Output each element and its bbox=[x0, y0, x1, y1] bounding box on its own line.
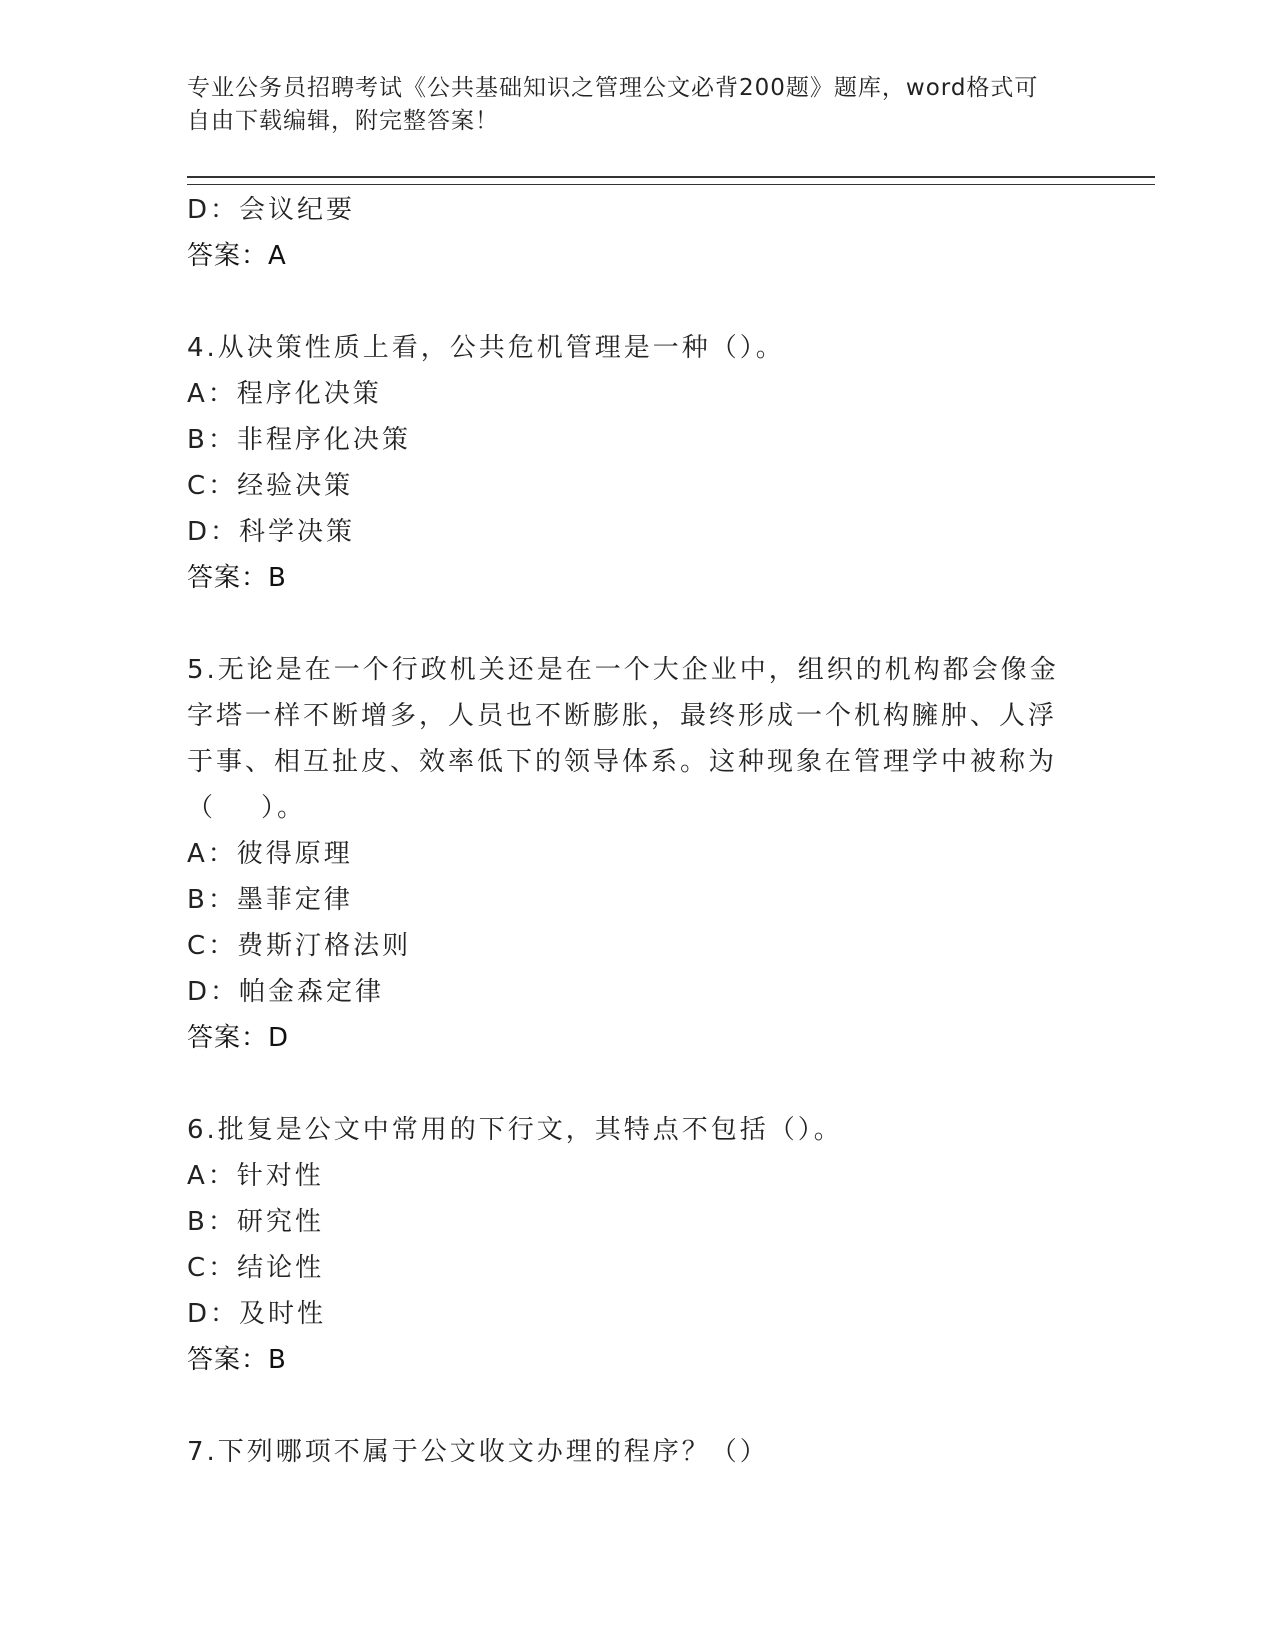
answer-line: 答案：A bbox=[187, 241, 287, 271]
option-c: C：经验决策 bbox=[187, 471, 354, 501]
answer-line: 答案：D bbox=[187, 1023, 290, 1053]
option-b: B：非程序化决策 bbox=[187, 425, 411, 455]
stem-line: 7.下列哪项不属于公文收文办理的程序？（） bbox=[187, 1437, 769, 1467]
stem-line: 6.批复是公文中常用的下行文，其特点不包括（）。 bbox=[187, 1115, 843, 1145]
option-d: D：及时性 bbox=[187, 1299, 327, 1329]
question-stem bbox=[187, 647, 1067, 831]
question-5 bbox=[187, 647, 1157, 1061]
option-b: B：墨菲定律 bbox=[187, 885, 353, 915]
carryover-block bbox=[187, 187, 1157, 279]
answer-line: 答案：B bbox=[187, 1345, 287, 1375]
option-a: A：针对性 bbox=[187, 1161, 324, 1191]
stem-line: 5.无论是在一个行政机关还是在一个大企业中，组织的机构都会像金 bbox=[187, 655, 1059, 685]
question-6 bbox=[187, 1107, 1157, 1383]
header-divider bbox=[187, 176, 1155, 185]
option-d: D：会议纪要 bbox=[187, 195, 356, 225]
stem-line: 字塔一样不断增多，人员也不断膨胀，最终形成一个机构臃肿、人浮 bbox=[187, 701, 1058, 731]
question-stem bbox=[187, 325, 1067, 371]
option-c: C：费斯汀格法则 bbox=[187, 931, 412, 961]
option-a: A：程序化决策 bbox=[187, 379, 382, 409]
document-header bbox=[187, 72, 1157, 138]
header-line-2: 自由下载编辑，附完整答案！ bbox=[187, 108, 499, 134]
option-c: C：结论性 bbox=[187, 1253, 325, 1283]
option-d: D：帕金森定律 bbox=[187, 977, 385, 1007]
document-page bbox=[187, 72, 1157, 1475]
question-7 bbox=[187, 1429, 1157, 1475]
stem-line: （ ）。 bbox=[187, 793, 307, 823]
header-line-1: 专业公务员招聘考试《公共基础知识之管理公文必背200题》题库，word格式可 bbox=[187, 75, 1039, 101]
question-stem bbox=[187, 1107, 1067, 1153]
answer-line: 答案：B bbox=[187, 563, 287, 593]
option-a: A：彼得原理 bbox=[187, 839, 353, 869]
question-4 bbox=[187, 325, 1157, 601]
stem-line: 于事、相互扯皮、效率低下的领导体系。这种现象在管理学中被称为 bbox=[187, 747, 1058, 777]
option-d: D：科学决策 bbox=[187, 517, 356, 547]
option-b: B：研究性 bbox=[187, 1207, 324, 1237]
stem-line: 4.从决策性质上看，公共危机管理是一种（）。 bbox=[187, 333, 785, 363]
question-stem bbox=[187, 1429, 1067, 1475]
